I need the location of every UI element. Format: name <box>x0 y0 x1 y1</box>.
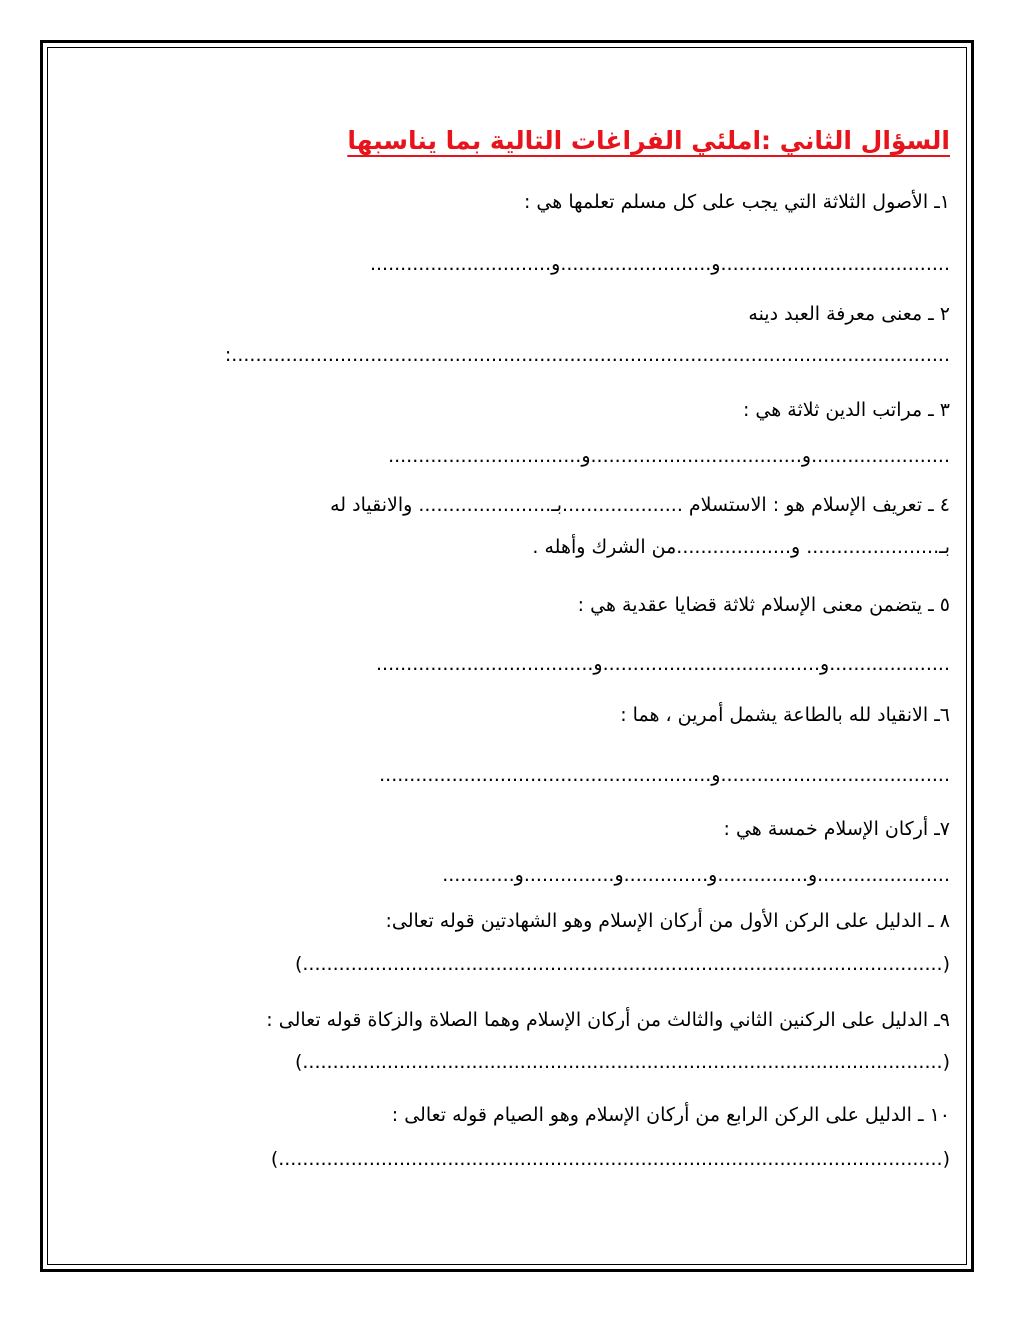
question-6: ٦ـ الانقياد لله بالطاعة يشمل أمرين ، هما : <box>620 704 950 726</box>
question-4: ٤ ـ تعريف الإسلام هو : الاستسلام ....................بـ...................... والانقياد له <box>330 494 950 516</box>
answer-line-5[interactable]: ....................................و....................................و.................... <box>375 653 950 675</box>
answer-line-8[interactable]: (..........................................................................................................) <box>294 953 950 975</box>
question-8: ٨ ـ الدليل على الركن الأول من أركان الإسلام وهو الشهادتين قوله تعالى: <box>385 910 950 932</box>
question-5: ٥ ـ يتضمن معنى الإسلام ثلاثة قضايا عقدية هي : <box>577 594 950 616</box>
answer-line-7[interactable]: ............و...............و..............و...............و...................... <box>442 864 950 886</box>
question-9: ٩ـ الدليل على الركنين الثاني والثالث من أركان الإسلام وهما الصلاة والزكاة قوله تعالى : <box>266 1009 950 1031</box>
answer-line-4[interactable]: بـ...................... و...................من الشرك وأهله . <box>532 536 950 558</box>
answer-line-9[interactable]: (..........................................................................................................) <box>294 1051 950 1073</box>
answer-line-10[interactable]: (..............................................................................................................) <box>270 1148 950 1170</box>
answer-line-1[interactable]: ..............................و.........................و...................................... <box>369 253 950 275</box>
question-2: ٢ ـ معنى معرفة العبد دينه <box>748 303 950 325</box>
question-10: ١٠ ـ الدليل على الركن الرابع من أركان الإسلام وهو الصيام قوله تعالى : <box>391 1104 950 1126</box>
question-7: ٧ـ أركان الإسلام خمسة هي : <box>723 818 950 840</box>
question-1: ١ـ الأصول الثلاثة التي يجب على كل مسلم تعلمها هي : <box>523 191 950 213</box>
question-3: ٣ ـ مراتب الدين ثلاثة هي : <box>742 399 950 421</box>
answer-line-6[interactable]: .......................................................و...................................... <box>379 764 950 786</box>
answer-line-3[interactable]: ................................و...................................و....................... <box>388 445 950 467</box>
worksheet-title: السؤال الثاني :املئي الفراغات التالية بما يناسبها <box>347 126 950 155</box>
answer-line-2[interactable]: :....................................................................................................................... <box>224 344 950 366</box>
